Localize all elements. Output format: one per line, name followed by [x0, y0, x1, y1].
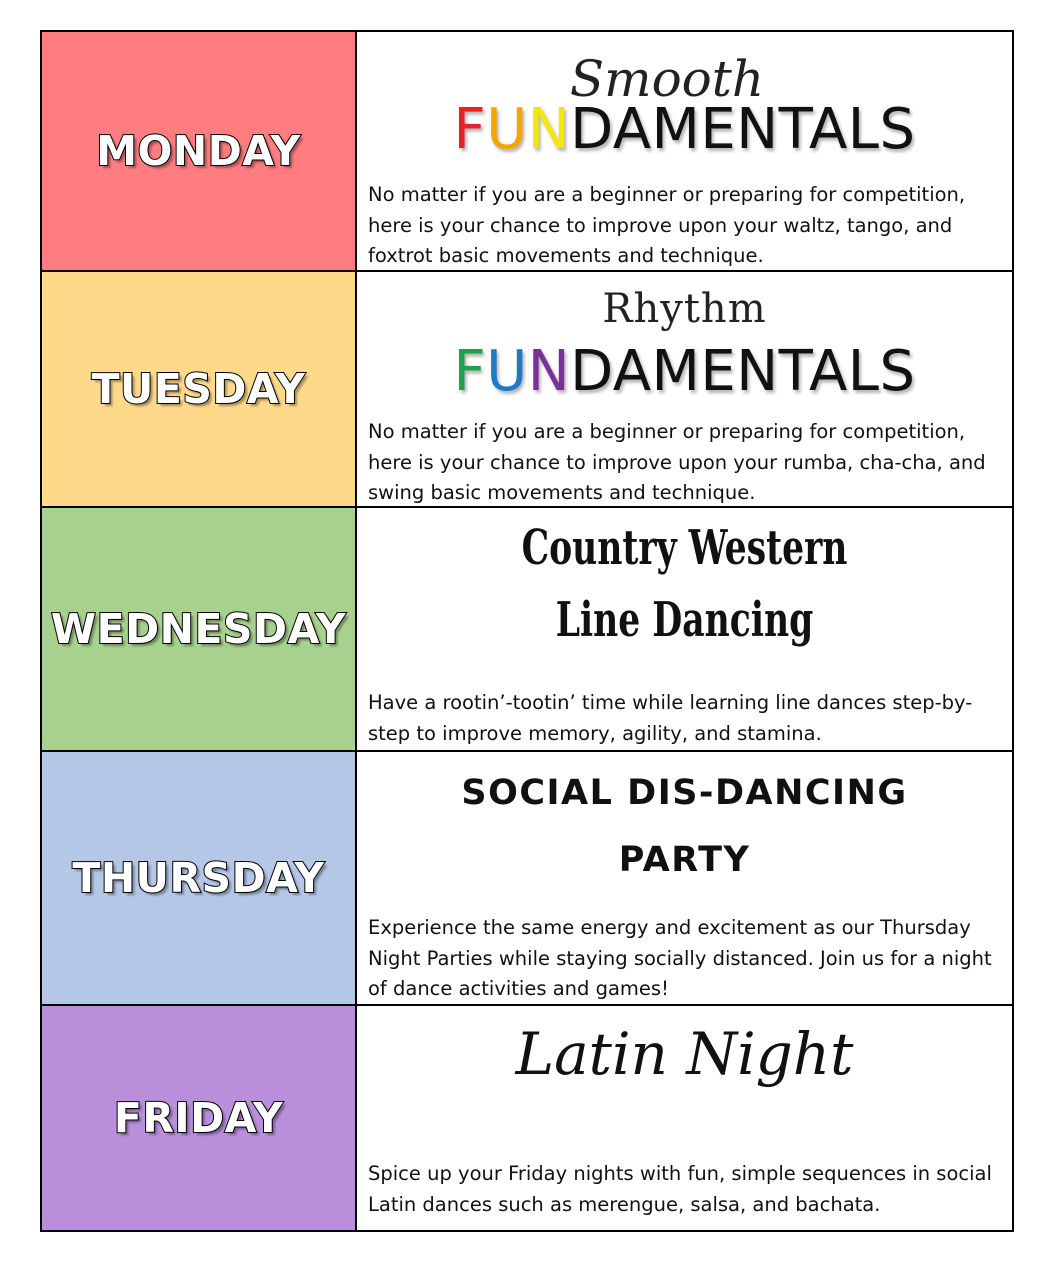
day-label: FRIDAY: [113, 1094, 284, 1142]
schedule-row-thursday: [41, 751, 1013, 1005]
class-cell-tuesday: [356, 271, 1013, 507]
script-subtitle: Rhythm: [602, 286, 767, 332]
fun-letter-f: F: [453, 339, 487, 404]
day-label: THURSDAY: [72, 854, 325, 902]
class-title: [357, 97, 1012, 162]
title-line-1: SOCIAL DIS-DANCING: [461, 773, 908, 813]
class-title: Latin Night: [515, 1020, 854, 1088]
schedule-row-tuesday: [41, 271, 1013, 507]
class-cell-monday: [356, 31, 1013, 271]
day-label: MONDAY: [96, 127, 301, 175]
fun-letter-u: U: [486, 97, 528, 162]
day-cell-monday: [41, 31, 356, 271]
class-title: [357, 760, 1012, 894]
class-description: Spice up your Friday nights with fun, simple sequences in social Latin dances such as merengue, salsa, and bachata.: [368, 1162, 992, 1216]
class-description: No matter if you are a beginner or preparing for competition, here is your chance to improve upon your rumba, cha-cha, and swing basic movements and technique.: [368, 420, 986, 504]
class-description: No matter if you are a beginner or preparing for competition, here is your chance to improve upon your waltz, tango, and foxtrot basic movements and technique.: [368, 183, 966, 267]
class-cell-wednesday: [356, 507, 1013, 751]
class-title: [357, 512, 1012, 656]
class-subtitle: [357, 286, 1012, 332]
title-line-2: Line Dancing: [555, 592, 814, 648]
day-cell-friday: [41, 1005, 356, 1231]
schedule-row-monday: [41, 31, 1013, 271]
script-subtitle: Smooth: [569, 50, 765, 108]
class-cell-thursday: [356, 751, 1013, 1005]
day-cell-thursday: [41, 751, 356, 1005]
dance-schedule-table: [40, 30, 1014, 1232]
day-cell-tuesday: [41, 271, 356, 507]
class-title: [357, 339, 1012, 404]
class-cell-friday: [356, 1005, 1013, 1231]
class-description: Experience the same energy and excitement as our Thursday Night Parties while staying socially distanced. Join us for a night of dance activities and games!: [368, 916, 992, 1000]
title-line-2: PARTY: [618, 840, 751, 880]
fun-letter-n: N: [527, 339, 571, 404]
title-rest: DAMENTALS: [570, 339, 916, 404]
title-line-1: Country Western: [521, 520, 848, 576]
day-label: WEDNESDAY: [50, 605, 347, 653]
class-description: Have a rootin’-tootin’ time while learning line dances step-by-step to improve memory, agility, and stamina.: [368, 691, 973, 745]
fun-letter-n: N: [527, 97, 571, 162]
day-label: TUESDAY: [91, 365, 306, 413]
schedule-row-friday: [41, 1005, 1013, 1231]
fun-letter-f: F: [453, 97, 487, 162]
day-cell-wednesday: [41, 507, 356, 751]
title-rest: DAMENTALS: [570, 97, 916, 162]
fun-letter-u: U: [486, 339, 528, 404]
schedule-row-wednesday: [41, 507, 1013, 751]
